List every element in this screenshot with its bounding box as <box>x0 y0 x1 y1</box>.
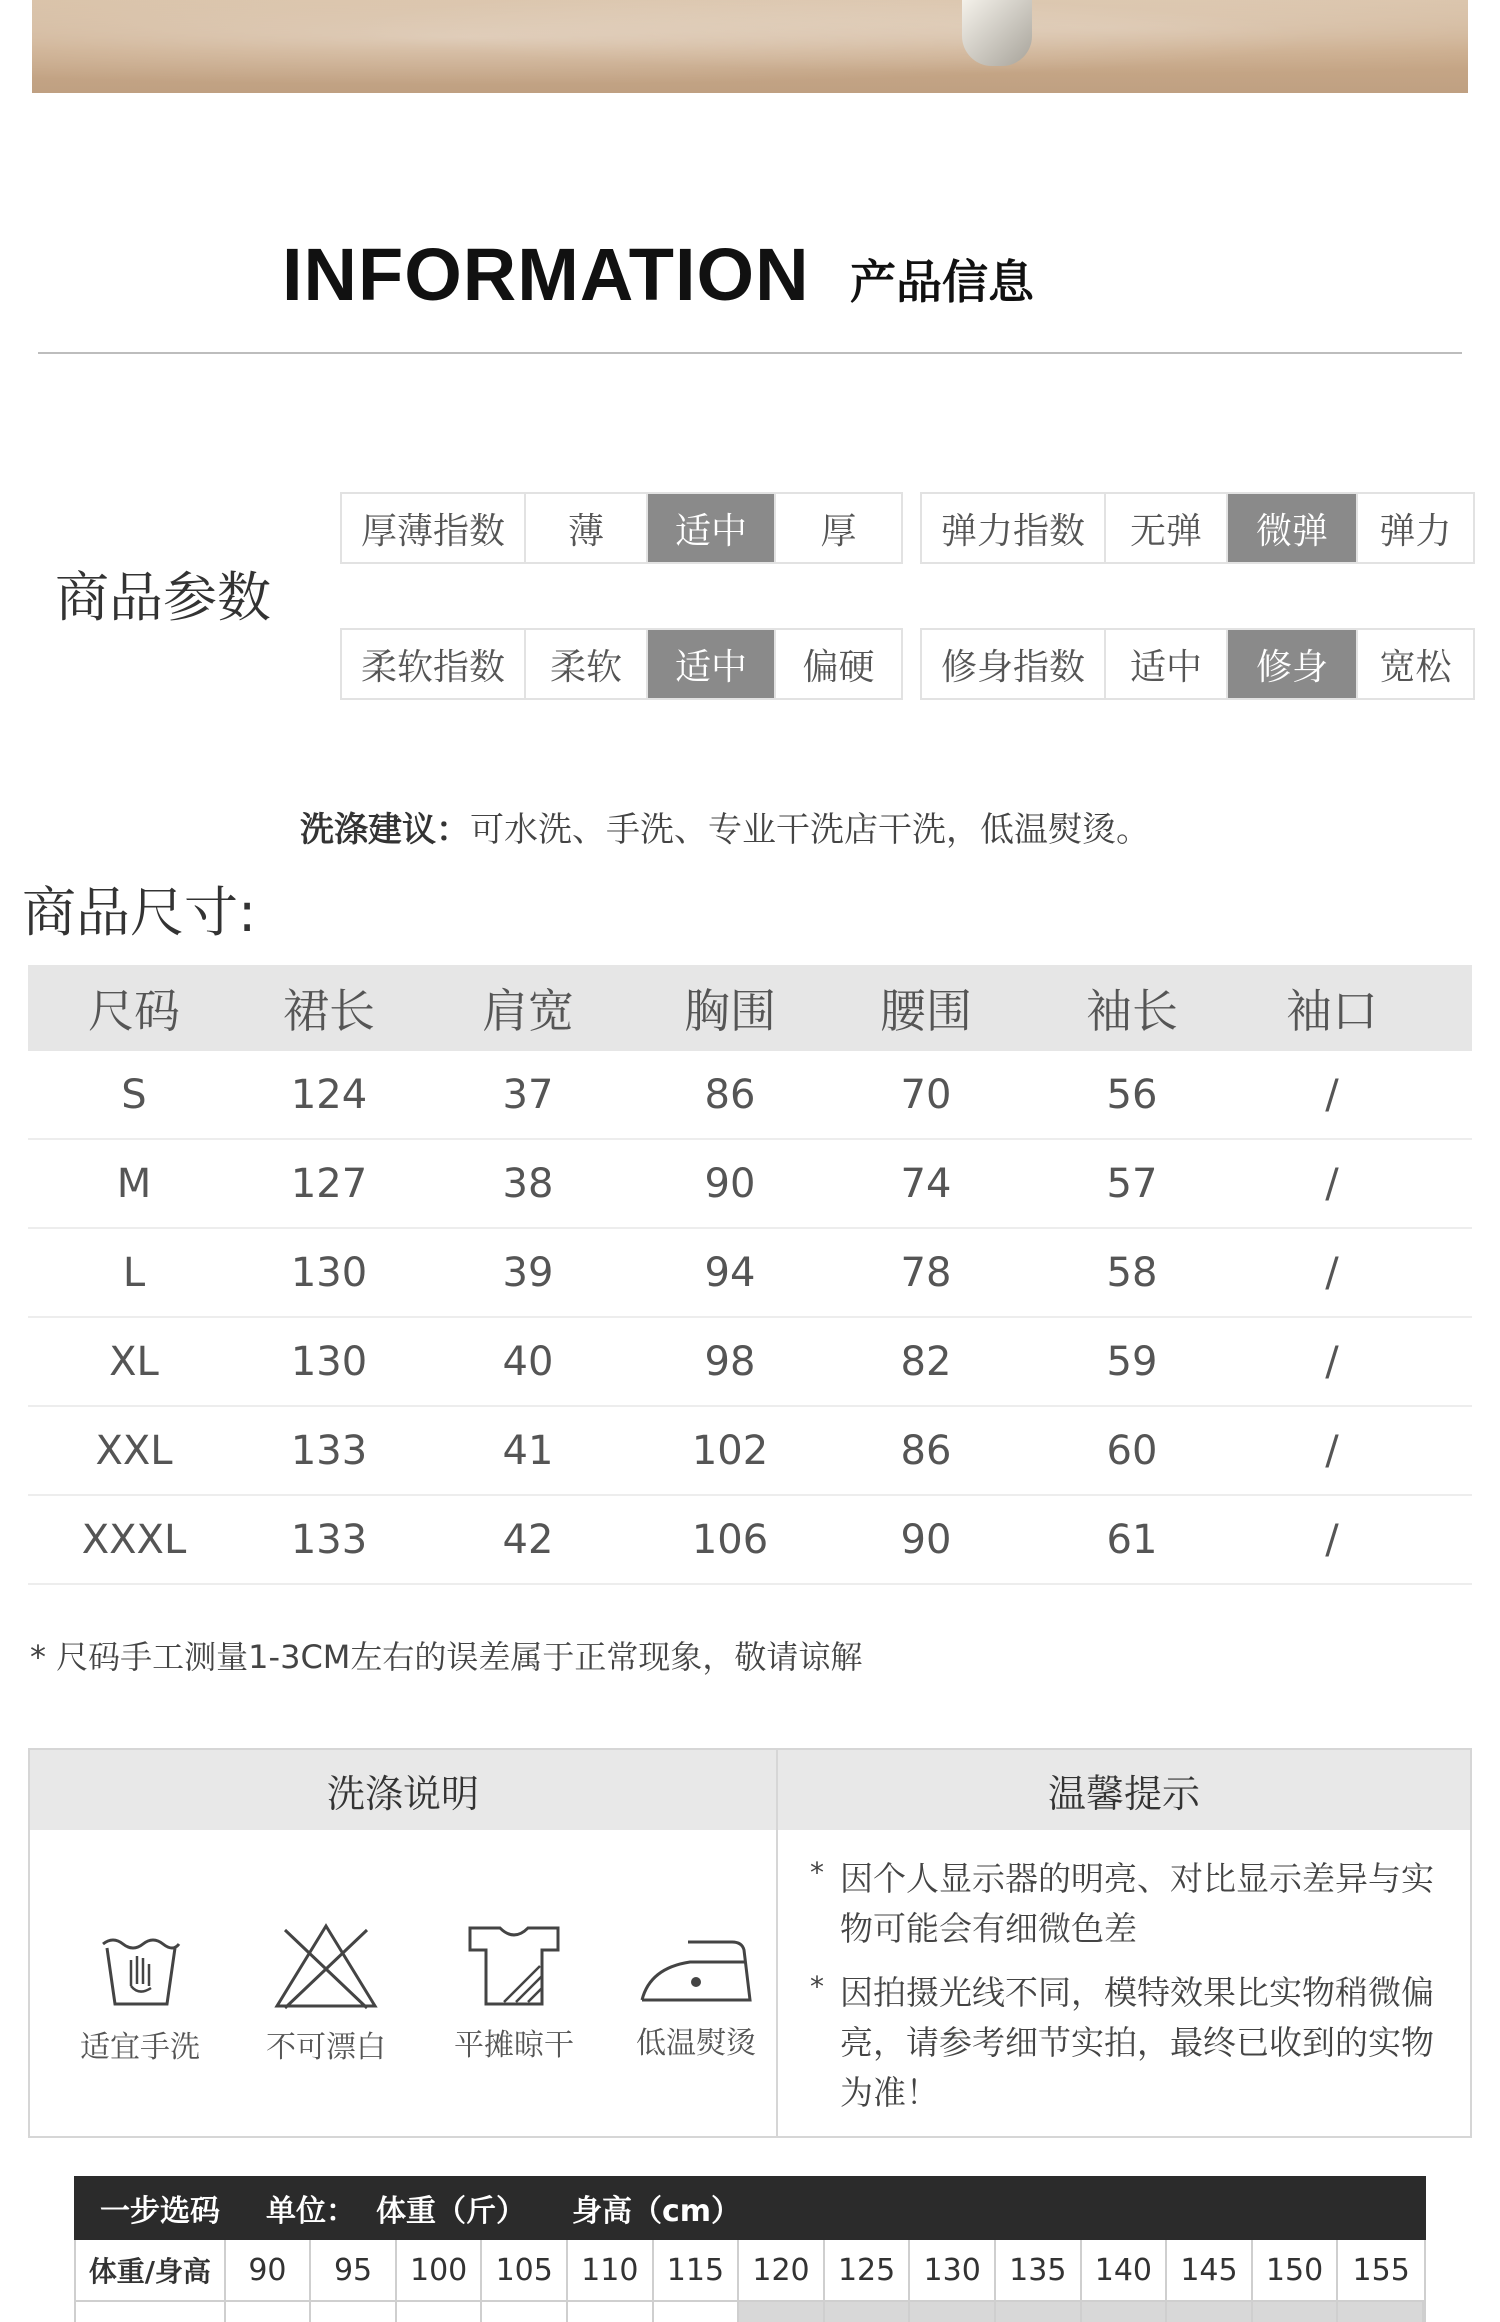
param-name: 弹力指数 <box>922 494 1106 562</box>
col-header: 裙长 <box>283 984 375 1038</box>
params-label: 商品参数 <box>55 566 271 629</box>
table-cell: / <box>1325 1338 1339 1385</box>
care-panel <box>28 1748 1472 2138</box>
guide-weight-cell: 125 <box>825 2240 911 2300</box>
param-option: 无弹 <box>1106 494 1228 562</box>
table-row <box>28 1407 1472 1496</box>
col-header: 尺码 <box>88 984 180 1038</box>
guide-weight-cell: 140 <box>1082 2240 1168 2300</box>
table-cell: 56 <box>1106 1071 1158 1118</box>
care-label: 平摊晾干 <box>454 2028 574 2063</box>
table-cell: 40 <box>502 1338 554 1385</box>
table-cell: M <box>116 1160 152 1207</box>
guide-weight-cell: 135 <box>996 2240 1082 2300</box>
info-title: INFORMATION <box>282 233 810 316</box>
size-label: 商品尺寸: <box>22 881 257 944</box>
dry-flat-icon <box>464 1922 564 2008</box>
tip-item: * 因个人显示器的明亮、对比显示差异与实物可能会有细微色差 <box>810 1856 1434 1948</box>
table-cell: 98 <box>704 1338 756 1385</box>
param-option-selected: 修身 <box>1228 630 1358 698</box>
table-cell: / <box>1325 1160 1339 1207</box>
table-cell: 59 <box>1106 1338 1158 1385</box>
table-row <box>28 1140 1472 1229</box>
table-cell: 127 <box>290 1160 368 1207</box>
care-label: 适宜手洗 <box>80 2030 200 2065</box>
care-item <box>236 1920 416 2066</box>
param-option: 宽松 <box>1379 646 1452 688</box>
param-option: 偏硬 <box>802 646 875 688</box>
param-group-thickness <box>340 492 903 564</box>
table-cell: XXL <box>95 1427 173 1474</box>
guide-weight-cell: 150 <box>1253 2240 1339 2300</box>
wash-advice-text: 可水洗、手洗、专业干洗店干洗，低温熨烫。 <box>470 810 1150 850</box>
divider <box>38 352 1462 354</box>
table-cell: 94 <box>704 1249 756 1296</box>
size-guide <box>74 2176 1426 2322</box>
table-cell: 130 <box>290 1249 368 1296</box>
col-header: 腰围 <box>880 984 972 1038</box>
product-photo <box>32 0 1468 93</box>
table-cell: / <box>1325 1427 1339 1474</box>
table-row <box>28 1318 1472 1407</box>
guide-weight-cell: 130 <box>910 2240 996 2300</box>
param-group-softness <box>340 628 903 700</box>
guide-height-unit: 身高（cm） <box>572 2194 742 2229</box>
table-cell: 78 <box>900 1249 952 1296</box>
table-cell: XL <box>109 1338 159 1385</box>
guide-weight-unit: 体重（斤） <box>376 2194 526 2229</box>
table-cell: 90 <box>704 1160 756 1207</box>
table-cell: 124 <box>290 1071 368 1118</box>
table-cell: 38 <box>502 1160 554 1207</box>
table-cell: 133 <box>290 1427 368 1474</box>
param-option-selected: 微弹 <box>1228 494 1358 562</box>
param-option: 柔软 <box>526 630 648 698</box>
info-subtitle: 产品信息 <box>850 255 1034 309</box>
table-cell: L <box>122 1249 146 1296</box>
size-table <box>28 965 1472 1585</box>
table-cell: 70 <box>900 1071 952 1118</box>
table-cell: 86 <box>704 1071 756 1118</box>
tips-list <box>810 1854 1460 2132</box>
table-cell: 61 <box>1106 1516 1158 1563</box>
table-row <box>28 1496 1472 1585</box>
guide-weight-row <box>74 2240 1426 2302</box>
param-option: 厚 <box>820 510 857 552</box>
low-iron-icon <box>636 1934 756 2006</box>
wash-advice-label: 洗涤建议： <box>300 810 470 850</box>
table-row <box>28 1051 1472 1140</box>
table-cell: 90 <box>900 1516 952 1563</box>
param-option: 薄 <box>526 494 648 562</box>
table-cell: 42 <box>502 1516 554 1563</box>
guide-unit-label: 单位： <box>266 2194 356 2229</box>
table-cell: 58 <box>1106 1249 1158 1296</box>
tips-title: 温馨提示 <box>778 1750 1470 1830</box>
table-cell: 106 <box>691 1516 769 1563</box>
param-name: 修身指数 <box>922 630 1106 698</box>
param-option: 适中 <box>1106 630 1228 698</box>
guide-weight-cell: 115 <box>654 2240 740 2300</box>
guide-weight-cell: 110 <box>568 2240 654 2300</box>
param-name: 柔软指数 <box>342 630 526 698</box>
guide-title: 一步选码 <box>100 2194 220 2229</box>
size-table-header <box>28 965 1472 1051</box>
table-cell: 41 <box>502 1427 554 1474</box>
col-header: 胸围 <box>684 984 776 1038</box>
table-cell: 86 <box>900 1427 952 1474</box>
care-label: 低温熨烫 <box>636 2026 756 2061</box>
wash-advice <box>300 802 1150 851</box>
col-header: 肩宽 <box>482 984 574 1038</box>
param-group-elasticity <box>920 492 1475 564</box>
table-cell: / <box>1325 1071 1339 1118</box>
table-cell: 60 <box>1106 1427 1158 1474</box>
guide-weight-cell: 155 <box>1352 2252 1410 2288</box>
guide-weight-cell: 90 <box>226 2240 312 2300</box>
table-cell: 37 <box>502 1071 554 1118</box>
table-cell: / <box>1325 1516 1339 1563</box>
table-cell: 74 <box>900 1160 952 1207</box>
care-item <box>50 1930 230 2066</box>
no-bleach-icon <box>271 1920 381 2010</box>
care-label: 不可漂白 <box>266 2030 386 2065</box>
table-cell: / <box>1325 1249 1339 1296</box>
guide-next-row <box>74 2302 1426 2322</box>
guide-weight-cell: 105 <box>482 2240 568 2300</box>
table-cell: 82 <box>900 1338 952 1385</box>
table-cell: S <box>121 1071 147 1118</box>
table-cell: XXXL <box>81 1516 187 1563</box>
guide-weight-cell: 100 <box>397 2240 483 2300</box>
param-group-fit <box>920 628 1475 700</box>
shoe-detail <box>962 0 1032 66</box>
tip-item: * 因拍摄光线不同，模特效果比实物稍微偏亮，请参考细节实拍，最终已收到的实物为准！ <box>810 1970 1434 2112</box>
size-table-body <box>28 1051 1472 1585</box>
size-note: * 尺码手工测量1-3CM左右的误差属于正常现象，敬请谅解 <box>30 1638 863 1676</box>
table-cell: 102 <box>691 1427 769 1474</box>
hand-wash-icon <box>95 1930 185 2010</box>
col-header: 袖长 <box>1086 984 1178 1038</box>
guide-weight-cell: 145 <box>1167 2240 1253 2300</box>
table-cell: 133 <box>290 1516 368 1563</box>
table-cell: 130 <box>290 1338 368 1385</box>
guide-weight-cell: 120 <box>739 2240 825 2300</box>
wash-title: 洗涤说明 <box>30 1750 776 1830</box>
param-option-selected: 适中 <box>648 494 776 562</box>
guide-weight-cell: 95 <box>311 2240 397 2300</box>
table-cell: 39 <box>502 1249 554 1296</box>
param-option-selected: 适中 <box>648 630 776 698</box>
care-item <box>616 1934 776 2062</box>
wash-icons <box>30 1830 776 2136</box>
col-header: 袖口 <box>1286 984 1378 1038</box>
guide-row-label: 体重/身高 <box>76 2240 226 2300</box>
care-item <box>424 1922 604 2064</box>
table-row <box>28 1229 1472 1318</box>
param-name: 厚薄指数 <box>342 494 526 562</box>
param-option: 弹力 <box>1379 510 1452 552</box>
table-cell: 57 <box>1106 1160 1158 1207</box>
size-guide-header <box>74 2176 1426 2240</box>
